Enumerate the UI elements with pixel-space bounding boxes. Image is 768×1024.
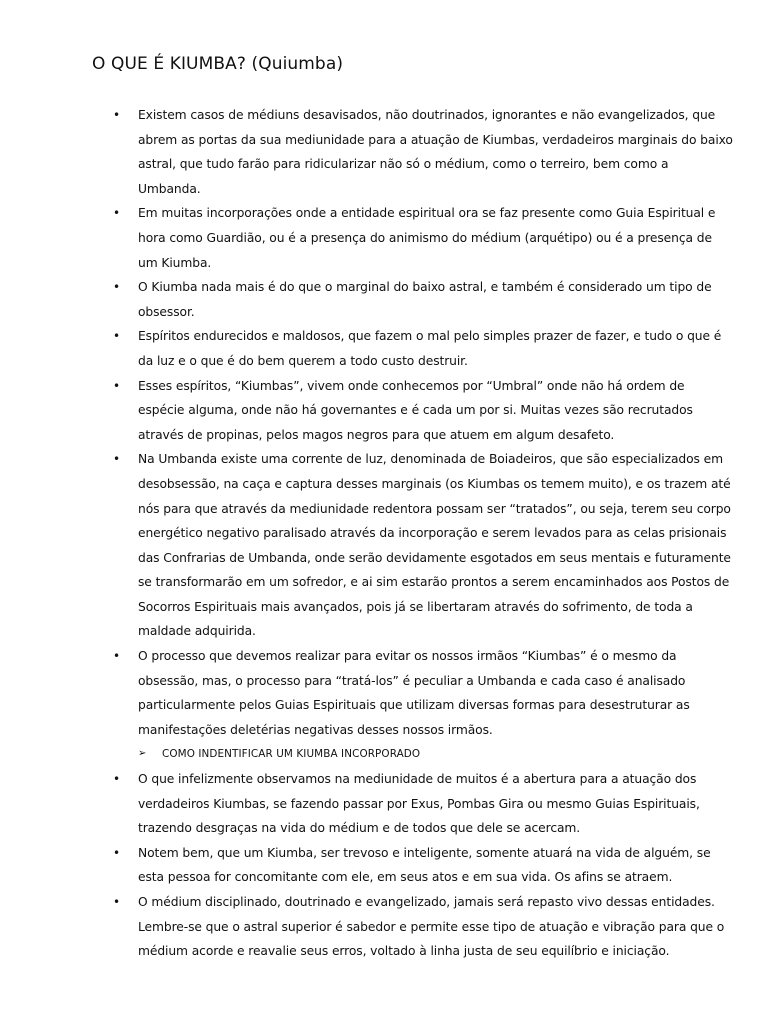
bullet-list xyxy=(0,103,768,964)
list-item-text: Em muitas incorporações onde a entidade espiritual ora se faz presente como Guia Espiritual e hora como Guardião, ou é a presença do animismo do médium (arquétipo) ou é a presença de um Kiumba. xyxy=(138,206,716,270)
bullet-icon: • xyxy=(113,206,120,221)
bullet-icon: • xyxy=(113,649,120,664)
list-item xyxy=(0,201,733,275)
list-item-text: Existem casos de médiuns desavisados, não doutrinados, ignorantes e não evangelizados, que abrem as portas da sua mediunidade para a atuação de Kiumbas, verdadeiros marginais do baixo astral, que tudo farão para ridicularizar não só o médium, como o terreiro, bem como a Umbanda. xyxy=(138,108,733,196)
bullet-icon: • xyxy=(113,329,120,344)
arrow-bullet-icon: ➢ xyxy=(138,748,147,760)
list-item xyxy=(0,324,733,373)
bullet-icon: • xyxy=(113,772,120,787)
document-title: O QUE É KIUMBA? (Quiumba) xyxy=(92,54,344,74)
list-item-text: O médium disciplinado, doutrinado e evangelizado, jamais será repasto vivo dessas entidades. Lembre-se que o astral superior é sabedor e permite esse tipo de atuação e vibração para que o médium acorde e reavalie seus erros, voltado à linha justa de seu equilíbrio e iniciação. xyxy=(138,895,725,959)
list-item-text: Na Umbanda existe uma corrente de luz, denominada de Boiadeiros, que são especializados em desobsessão, na caça e captura desses marginais (os Kiumbas os temem muito), e os trazem até nós para que através da mediunidade redentora possam ser “tratados”, ou seja, terem seu corpo energético negativo paralisado através da incorporação e serem levados para as celas prisionais das Confrarias de Umbanda, onde serão devidamente esgotados em seus mentais e futuramente se transformarão em um sofredor, e ai sim estarão prontos a serem encaminhados aos Postos de Socorros Espirituais mais avançados, pois já se libertaram através do sofrimento, de toda a maldade adquirida. xyxy=(138,452,731,639)
list-item xyxy=(0,275,733,324)
list-item-text: O que infelizmente observamos na mediunidade de muitos é a abertura para a atuação dos verdadeiros Kiumbas, se fazendo passar por Exus, Pombas Gira ou mesmo Guias Espirituais, trazendo desgraças na vida do médium e de todos que dele se acercam. xyxy=(138,772,700,836)
list-item xyxy=(0,890,733,964)
list-item-text: Espíritos endurecidos e maldosos, que fazem o mal pelo simples prazer de fazer, e tudo o que é da luz e o que é do bem querem a todo custo destruir. xyxy=(138,329,722,368)
bullet-icon: • xyxy=(113,452,120,467)
list-item-text: O Kiumba nada mais é do que o marginal do baixo astral, e também é considerado um tipo de obsessor. xyxy=(138,280,712,319)
list-item xyxy=(0,103,733,201)
list-item-text: O processo que devemos realizar para evitar os nossos irmãos “Kiumbas” é o mesmo da obsessão, mas, o processo para “tratá-los” é peculiar a Umbanda e cada caso é analisado particularmente pelos Guias Espirituais que utilizam diversas formas para desestruturar as manifestações deletérias negativas desses nossos irmãos. xyxy=(138,649,690,737)
list-item xyxy=(0,841,733,890)
bullet-icon: • xyxy=(113,108,120,122)
bullet-icon: • xyxy=(113,280,120,295)
subheading xyxy=(0,742,733,767)
list-item-text: Notem bem, que um Kiumba, ser trevoso e inteligente, somente atuará na vida de alguém, se esta pessoa for concomitante com ele, em seus atos e em sua vida. Os afins se atraem. xyxy=(138,845,711,885)
bullet-icon: • xyxy=(113,895,120,909)
list-item xyxy=(0,374,733,448)
bullet-icon: • xyxy=(113,378,120,393)
list-item xyxy=(0,767,733,841)
list-item xyxy=(0,644,733,742)
bullet-icon: • xyxy=(113,845,120,860)
subheading-text: COMO INDENTIFICAR UM KIUMBA INCORPORADO xyxy=(162,748,421,761)
list-item-text: Esses espíritos, “Kiumbas”, vivem onde conhecemos por “Umbral” onde não há ordem de espécie alguma, onde não há governantes e é cada um por si. Muitas vezes são recrutados através de propinas, pelos magos negros para que atuem em algum desafeto. xyxy=(138,378,693,442)
list-item xyxy=(0,447,733,644)
